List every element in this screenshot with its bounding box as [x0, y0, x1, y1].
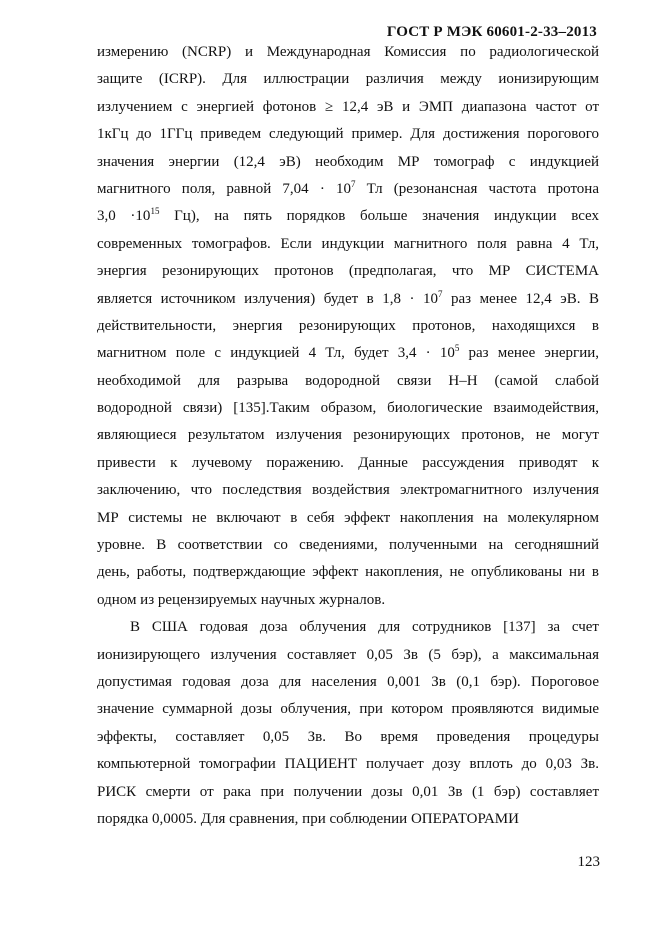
text-segment: МР системы не включают в себя эффект накопления на молекулярном: [97, 509, 599, 526]
text-line: [97, 450, 599, 477]
text-line: [97, 258, 599, 285]
text-line: [97, 231, 599, 258]
text-segment: раз менее 12,4 эВ. В: [442, 290, 600, 307]
text-line: [97, 203, 599, 230]
text-line: [97, 176, 599, 203]
text-segment: раз менее энергии,: [459, 345, 600, 362]
text-line: [97, 477, 599, 504]
text-line: [97, 642, 599, 669]
text-line: [97, 313, 599, 340]
text-segment: Гц), на пять порядков больше значения индукции всех: [159, 208, 600, 225]
superscript-exponent: 15: [150, 206, 160, 217]
text-segment: день, работы, подтверждающие эффект накопления, не опубликованы ни в: [97, 564, 599, 581]
text-segment: уровне. В соответствии со сведениями, полученными на сегодняшний: [97, 537, 599, 554]
text-segment: РИСК смерти от рака при получении дозы 0,01 Зв (1 бэр) составляет: [97, 783, 599, 800]
text-segment: водородной связи) [135].Таким образом, биологические взаимодействия,: [97, 400, 599, 417]
text-line: [97, 696, 599, 723]
text-segment: магнитного поля, равной 7,04 · 10: [97, 180, 351, 197]
paragraph-1: [97, 39, 599, 614]
text-line: [97, 806, 599, 833]
text-line: [97, 395, 599, 422]
text-segment: значения энергии (12,4 эВ) необходим МР томограф с индукцией: [97, 153, 599, 170]
text-segment: привести к лучевому поражению. Данные рассуждения приводят к: [97, 454, 599, 471]
text-segment: магнитном поле с индукцией 4 Тл, будет 3,4 · 10: [97, 345, 455, 362]
text-segment: измерению (NCRP) и Международная Комиссия по радиологической: [97, 44, 599, 60]
text-line: [97, 587, 599, 614]
text-line: [97, 724, 599, 751]
text-segment: действительности, энергия резонирующих протонов, находящихся в: [97, 317, 599, 334]
body-text: [97, 39, 599, 833]
text-segment: излучением с энергией фотонов ≥ 12,4 эВ и ЭМП диапазона частот от: [97, 98, 599, 115]
text-line: [97, 779, 599, 806]
text-line: [97, 505, 599, 532]
superscript-exponent: 7: [350, 178, 356, 189]
text-line: [97, 532, 599, 559]
text-segment: одном из рецензируемых научных журналов.: [97, 591, 386, 608]
text-line: [97, 66, 599, 93]
superscript-exponent: 7: [437, 288, 443, 299]
text-line: [97, 340, 599, 367]
text-line: [97, 614, 599, 641]
text-segment: ионизирующего излучения составляет 0,05 Зв (5 бэр), а максимальная: [97, 646, 599, 663]
text-line: [97, 422, 599, 449]
text-segment: 3,0 ·10: [97, 208, 151, 225]
text-line: [97, 149, 599, 176]
text-segment: эффекты, составляет 0,05 Зв. Во время проведения процедуры: [97, 728, 599, 745]
text-segment: порядка 0,0005. Для сравнения, при соблюдении ОПЕРАТОРАМИ: [97, 810, 519, 827]
text-segment: защите (ICRP). Для иллюстрации различия между ионизирующим: [97, 71, 599, 88]
text-line: [97, 368, 599, 395]
text-line: [97, 121, 599, 148]
page-number: 123: [577, 854, 600, 870]
text-segment: значение суммарной дозы облучения, при котором проявляются видимые: [97, 701, 599, 718]
text-segment: энергия резонирующих протонов (предполагая, что МР СИСТЕМА: [97, 263, 599, 280]
text-segment: заключению, что последствия воздействия электромагнитного излучения: [97, 482, 599, 499]
paragraph-2: [97, 614, 599, 833]
text-line: [97, 286, 599, 313]
text-segment: 1кГц до 1ГГц приведем следующий пример. Для достижения порогового: [97, 126, 599, 143]
document-header: ГОСТ Р МЭК 60601-2-33–2013: [386, 24, 597, 40]
text-segment: компьютерной томографии ПАЦИЕНТ получает дозу вплоть до 0,03 Зв.: [97, 756, 599, 773]
text-line: [97, 559, 599, 586]
text-segment: является источником излучения) будет в 1,8 · 10: [97, 290, 438, 307]
text-line: [97, 39, 599, 66]
superscript-exponent: 5: [454, 343, 460, 354]
text-segment: современных томографов. Если индукции магнитного поля равна 4 Тл,: [97, 235, 599, 252]
text-segment: В США годовая доза облучения для сотрудников [137] за счет: [130, 619, 599, 636]
text-line: [97, 94, 599, 121]
text-segment: являющиеся результатом излучения резонирующих протонов, не могут: [97, 427, 599, 444]
text-line: [97, 751, 599, 778]
text-segment: необходимой для разрыва водородной связи Н–Н (самой слабой: [97, 372, 599, 389]
text-segment: допустимая годовая доза для населения 0,001 Зв (0,1 бэр). Пороговое: [97, 673, 599, 690]
text-segment: Тл (резонансная частота протона: [355, 180, 599, 197]
text-line: [97, 669, 599, 696]
